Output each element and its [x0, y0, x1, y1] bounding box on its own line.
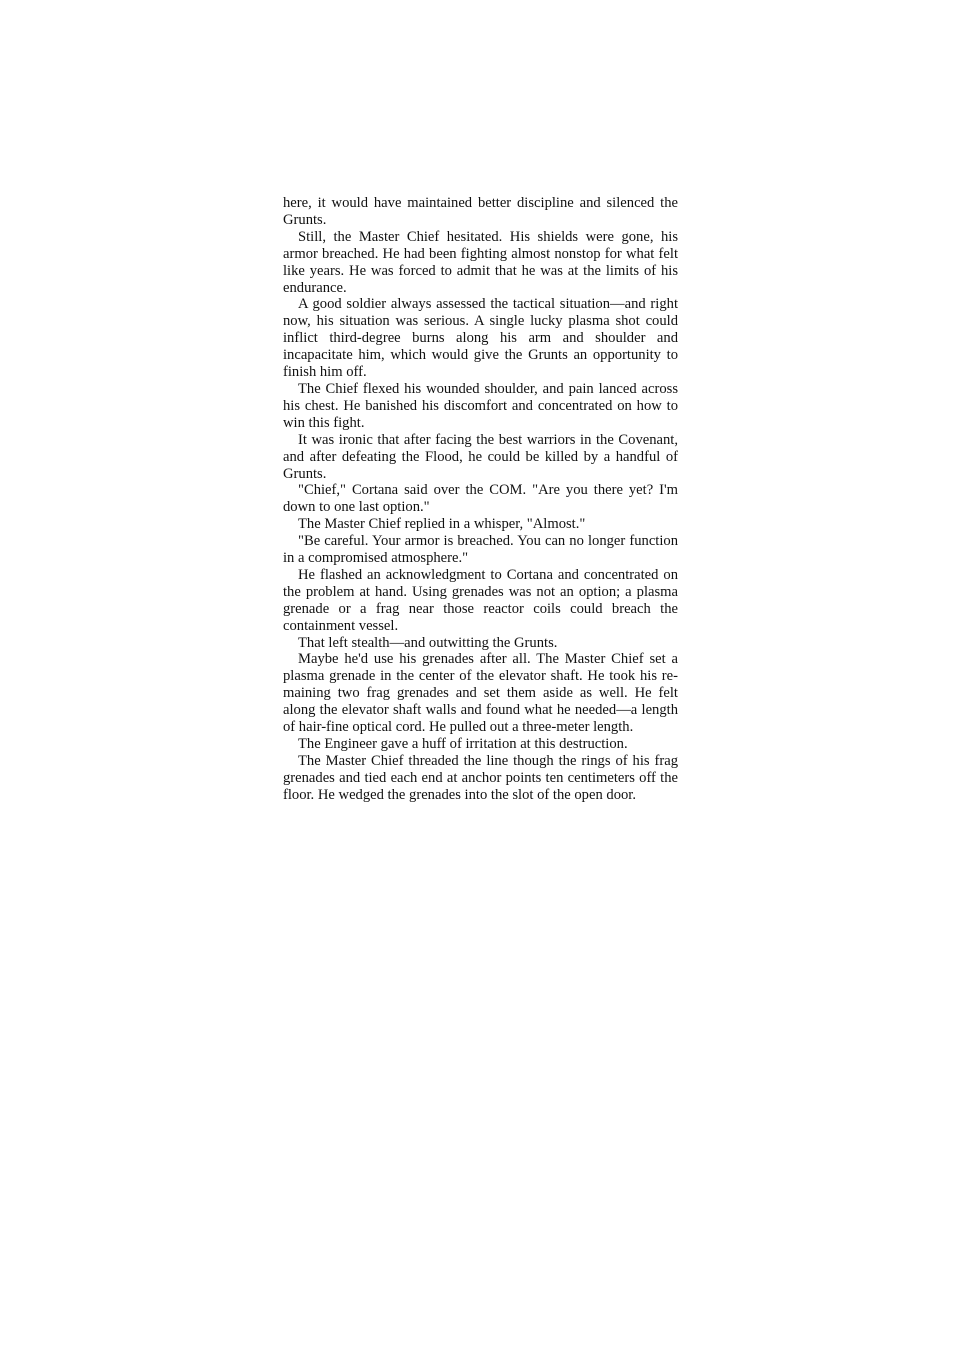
paragraph: "Be careful. Your armor is breached. You can no longer function in a compromised atmosphere."	[283, 533, 678, 567]
page-body-text	[283, 195, 678, 804]
paragraph: The Engineer gave a huff of irritation at this destruction.	[298, 736, 628, 752]
paragraph: The Chief flexed his wounded shoulder, and pain lanced across his chest. He banished his discomfort and concentrated on how to win this fight.	[283, 380, 678, 431]
paragraph: here, it would have maintained better discipline and silenced the Grunts.	[283, 195, 678, 228]
paragraph: The Master Chief replied in a whisper, "Almost."	[298, 516, 586, 533]
paragraph: That left stealth—and outwitting the Grunts.	[298, 634, 558, 651]
paragraph: A good soldier always assessed the tactical situation—and right now, his situation was serious. A single lucky plasma shot could inflict third-degree burns along his arm and shoulder and incapacitate him, which would give the Grunts an opportunity to finish him off.	[283, 296, 678, 381]
paragraph: He flashed an acknowledgment to Cortana and concentrated on the problem at hand. Using grenades was not an option; a plasma grenade or a frag near those reactor coils could breach the containment vessel.	[283, 566, 678, 634]
paragraph: The Master Chief threaded the line though the rings of his frag grenades and tied each end at anchor points ten centimeters off the floor. He wedged the grenades into the slot of the open door.	[283, 752, 678, 803]
paragraph: "Chief," Cortana said over the COM. "Are you there yet? I'm down to one last option."	[283, 482, 678, 516]
paragraph: It was ironic that after facing the best warriors in the Covenant, and after defeating the Flood, he could be killed by a handful of Grunts.	[283, 431, 678, 482]
paragraph: Still, the Master Chief hesitated. His shields were gone, his armor breached. He had been fighting almost nonstop for what felt like years. He was forced to admit that he was at the limits of his endurance.	[283, 228, 678, 296]
paragraph: Maybe he'd use his grenades after all. The Master Chief set a plasma grenade in the center of the elevator shaft. He took his remaining two frag grenades and set them aside as well. He felt along the elevator shaft walls and found what he needed—a length of hair-fine optical cord. He pulled out a three-meter length.	[283, 651, 678, 736]
